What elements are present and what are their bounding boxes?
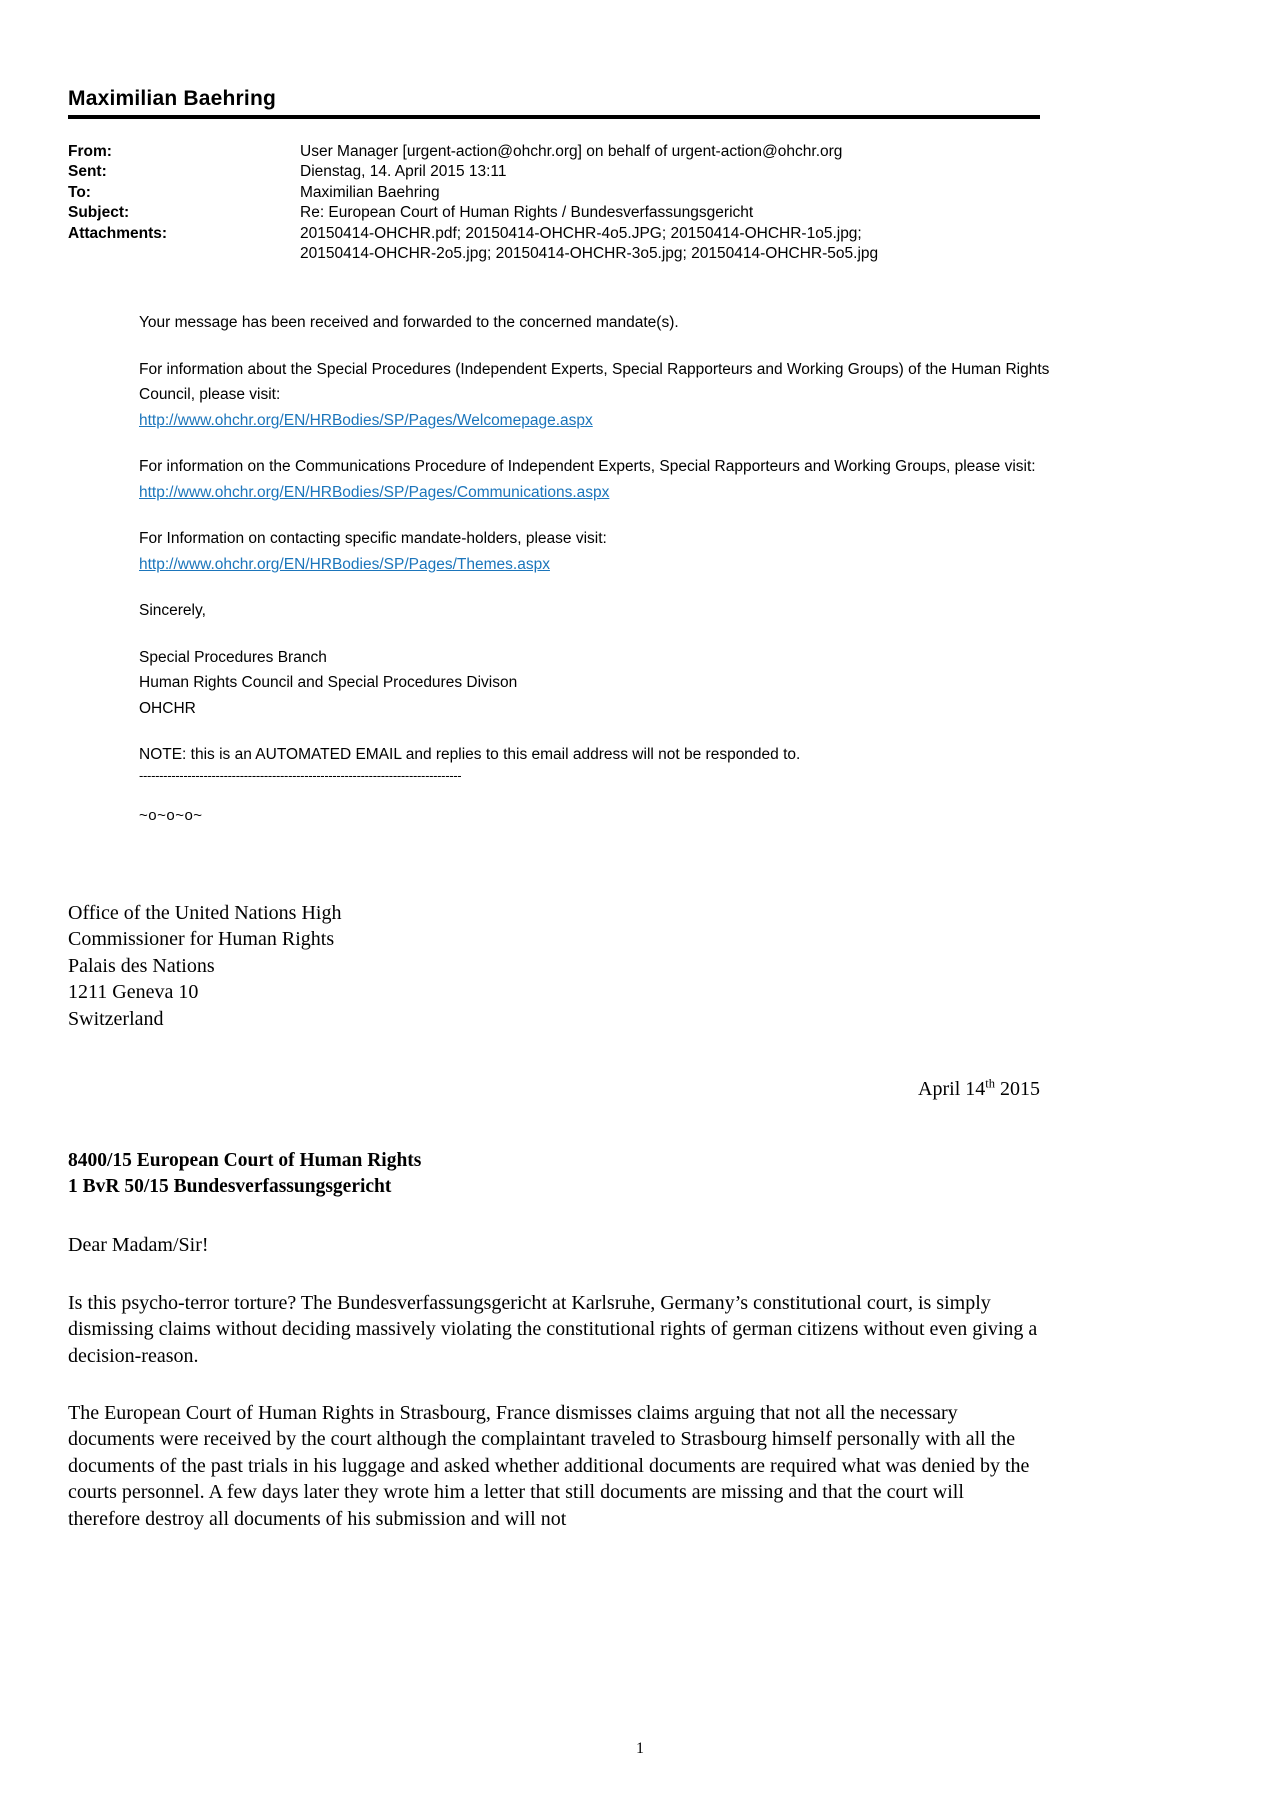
address-line: 1211 Geneva 10 (68, 981, 199, 1004)
sent-value: Dienstag, 14. April 2015 13:11 (300, 163, 507, 181)
squiggle-ornament: ~o~o~o~ (139, 806, 203, 824)
page-number: 1 (636, 1740, 644, 1757)
to-value: Maximilian Baehring (300, 183, 440, 201)
letter-date-year: 2015 (995, 1078, 1040, 1101)
letter-paragraph-1: Is this psycho-terror torture? The Bundesverfassungsgericht at Karlsruhe, Germany’s constitutional court, is simply dismissing claims without deciding massively violating the constitutional rights of german citizens without even giving a decision-reason. (68, 1291, 1038, 1367)
email-closing: Sincerely, (139, 602, 206, 619)
signature-line-2: Human Rights Council and Special Procedures Divison (139, 674, 518, 691)
letter-date-main: April 14 (918, 1078, 986, 1101)
subject-value: Re: European Court of Human Rights / Bundesverfassungsgericht (300, 204, 754, 222)
meta-row-to (68, 183, 1048, 203)
meta-row-subject (68, 203, 1048, 223)
from-value: User Manager [urgent-action@ohchr.org] on behalf of urgent-action@ohchr.org (300, 143, 843, 160)
automated-email-note: NOTE: this is an AUTOMATED EMAIL and replies to this email address will not be responded to. (139, 746, 801, 763)
header-divider (68, 115, 1040, 119)
letter-salutation: Dear Madam/Sir! (68, 1234, 209, 1257)
link-communications[interactable]: http://www.ohchr.org/EN/HRBodies/SP/Pages/Communications.aspx (139, 483, 610, 501)
attachments-value-line1: 20150414-OHCHR.pdf; 20150414-OHCHR-4o5.JPG; 20150414-OHCHR-1o5.jpg; (300, 224, 862, 242)
email-body (139, 310, 1059, 848)
address-line: Office of the United Nations High (68, 902, 342, 924)
signature-line-3: OHCHR (139, 699, 196, 717)
meta-row-sent (68, 162, 1048, 182)
recipient-address (68, 900, 1040, 1032)
letter-date-ordinal: th (985, 1076, 995, 1091)
letter-section (68, 900, 1040, 1532)
from-label: From: (68, 143, 112, 160)
case-reference-line-1: 8400/15 European Court of Human Rights (68, 1150, 422, 1172)
email-paragraph-mandate-holders: For Information on contacting specific mandate-holders, please visit: (139, 530, 607, 547)
letter-date (68, 1076, 1040, 1102)
to-label: To: (68, 183, 91, 201)
email-paragraph-special-procedures: For information about the Special Procedures (Independent Experts, Special Rapporteurs and Working Groups) of the Human Rights Council, please visit: (139, 360, 1050, 403)
email-intro-paragraph: Your message has been received and forwarded to the concerned mandate(s). (139, 314, 679, 331)
link-welcomepage[interactable]: http://www.ohchr.org/EN/HRBodies/SP/Pages/Welcomepage.aspx (139, 411, 593, 429)
sender-name: Maximilian Baehring (68, 87, 277, 110)
case-reference (68, 1148, 1040, 1200)
sent-label: Sent: (68, 163, 107, 181)
link-themes[interactable]: http://www.ohchr.org/EN/HRBodies/SP/Pages/Themes.aspx (139, 555, 550, 573)
signature-line-1: Special Procedures Branch (139, 648, 327, 666)
address-line: Palais des Nations (68, 954, 215, 977)
letter-paragraph-2: The European Court of Human Rights in Strasbourg, France dismisses claims arguing that not all the necessary documents were received by the court although the complaintant traveled to Strasbourg himself personally with all the documents of the past trials in his luggage and asked whether additional documents are required what was denied by the courts personnel. A few days later they wrote him a letter that still documents are missing and that the court will therefore destroy all documents of his submission and will not (68, 1402, 1030, 1530)
email-header-fields (68, 142, 1048, 264)
address-line: Commissioner for Human Rights (68, 928, 335, 951)
address-line: Switzerland (68, 1007, 164, 1030)
attachments-label: Attachments: (68, 224, 168, 242)
attachments-value-line2: 20150414-OHCHR-2o5.jpg; 20150414-OHCHR-3o5.jpg; 20150414-OHCHR-5o5.jpg (300, 245, 879, 263)
letterhead (68, 86, 1040, 119)
email-paragraph-communications: For information on the Communications Procedure of Independent Experts, Special Rapporteurs and Working Groups, please visit: (139, 458, 1036, 475)
case-reference-line-2: 1 BvR 50/15 Bundesverfassungsgericht (68, 1176, 392, 1198)
subject-label: Subject: (68, 204, 130, 222)
meta-row-attachments (68, 224, 1048, 244)
separator-rule: -------------------------------------------------------------------------------- (139, 767, 462, 783)
meta-row-from (68, 142, 1048, 162)
